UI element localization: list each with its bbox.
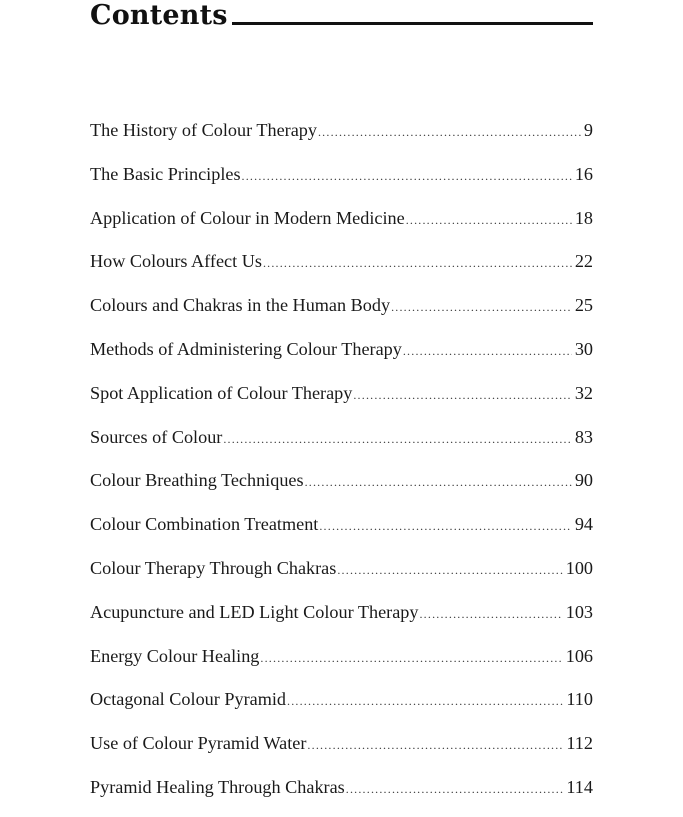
dot-leader — [287, 687, 563, 715]
toc-entry-title: Acupuncture and LED Light Colour Therapy — [90, 601, 419, 622]
toc-entry — [90, 204, 593, 248]
toc-entry-page-number: 32 — [574, 382, 593, 403]
dot-leader — [419, 600, 562, 628]
toc-entry-title: How Colours Affect Us — [90, 251, 262, 272]
toc-entry-page-number: 30 — [574, 338, 593, 359]
toc-entry-page-number: 9 — [583, 120, 593, 140]
toc-entry-title: Colour Breathing Techniques — [90, 470, 304, 491]
page-title: Contents — [90, 0, 228, 31]
toc-entry — [90, 773, 593, 817]
dot-leader — [406, 206, 572, 234]
toc-entry — [90, 291, 593, 335]
toc-entry-title: Octagonal Colour Pyramid — [90, 689, 286, 710]
dot-leader — [346, 775, 564, 803]
toc-entry-page-number: 100 — [565, 557, 593, 578]
toc-entry-title: Colour Therapy Through Chakras — [90, 557, 337, 578]
toc-entry — [90, 598, 593, 642]
toc-entry-title: Pyramid Healing Through Chakras — [90, 776, 345, 797]
toc-entry-title: Colours and Chakras in the Human Body — [90, 295, 391, 316]
toc-entry-page-number: 112 — [566, 733, 593, 754]
toc-entry — [90, 423, 593, 467]
toc-entry — [90, 642, 593, 686]
heading-row — [90, 0, 593, 30]
dot-leader — [260, 644, 562, 672]
toc-entry-page-number: 16 — [574, 163, 593, 184]
toc-entry-title: Use of Colour Pyramid Water — [90, 733, 307, 754]
dot-leader — [307, 731, 563, 759]
toc-entry-title: Sources of Colour — [90, 426, 223, 447]
toc-entry — [90, 510, 593, 554]
toc-entry-page-number: 90 — [574, 470, 593, 491]
toc-entry — [90, 554, 593, 598]
toc-entry — [90, 335, 593, 379]
toc-entry-title: Colour Combination Treatment — [90, 514, 319, 535]
toc-entry — [90, 116, 593, 160]
toc-entry — [90, 685, 593, 729]
toc-entry — [90, 160, 593, 204]
dot-leader — [319, 512, 571, 540]
dot-leader — [305, 468, 572, 496]
dot-leader — [337, 556, 562, 584]
dot-leader — [242, 162, 572, 190]
toc-entry-page-number: 25 — [574, 295, 593, 316]
toc-entry-title: The Basic Principles — [90, 163, 241, 184]
toc-entry-page-number: 18 — [574, 207, 593, 228]
table-of-contents — [90, 116, 593, 817]
toc-entry-title: Application of Colour in Modern Medicine — [90, 207, 405, 228]
dot-leader — [318, 118, 581, 146]
dot-leader — [391, 293, 572, 321]
toc-entry — [90, 247, 593, 291]
toc-entry-page-number: 106 — [565, 645, 593, 666]
toc-entry-title: Methods of Administering Colour Therapy — [90, 338, 402, 359]
toc-entry-page-number: 94 — [574, 514, 593, 535]
dot-leader — [223, 425, 571, 453]
toc-entry-page-number: 22 — [574, 251, 593, 272]
dot-leader — [353, 381, 571, 409]
toc-entry — [90, 729, 593, 773]
toc-entry-title: Spot Application of Colour Therapy — [90, 382, 353, 403]
toc-entry-title: The History of Colour Therapy — [90, 120, 317, 140]
toc-entry — [90, 379, 593, 423]
toc-entry-page-number: 103 — [565, 601, 593, 622]
dot-leader — [263, 249, 572, 277]
heading-underline-rule — [232, 22, 593, 25]
toc-entry-page-number: 114 — [566, 776, 593, 797]
dot-leader — [403, 337, 572, 365]
toc-entry — [90, 466, 593, 510]
toc-entry-title: Energy Colour Healing — [90, 645, 260, 666]
toc-entry-page-number: 83 — [574, 426, 593, 447]
toc-entry-page-number: 110 — [566, 689, 593, 710]
